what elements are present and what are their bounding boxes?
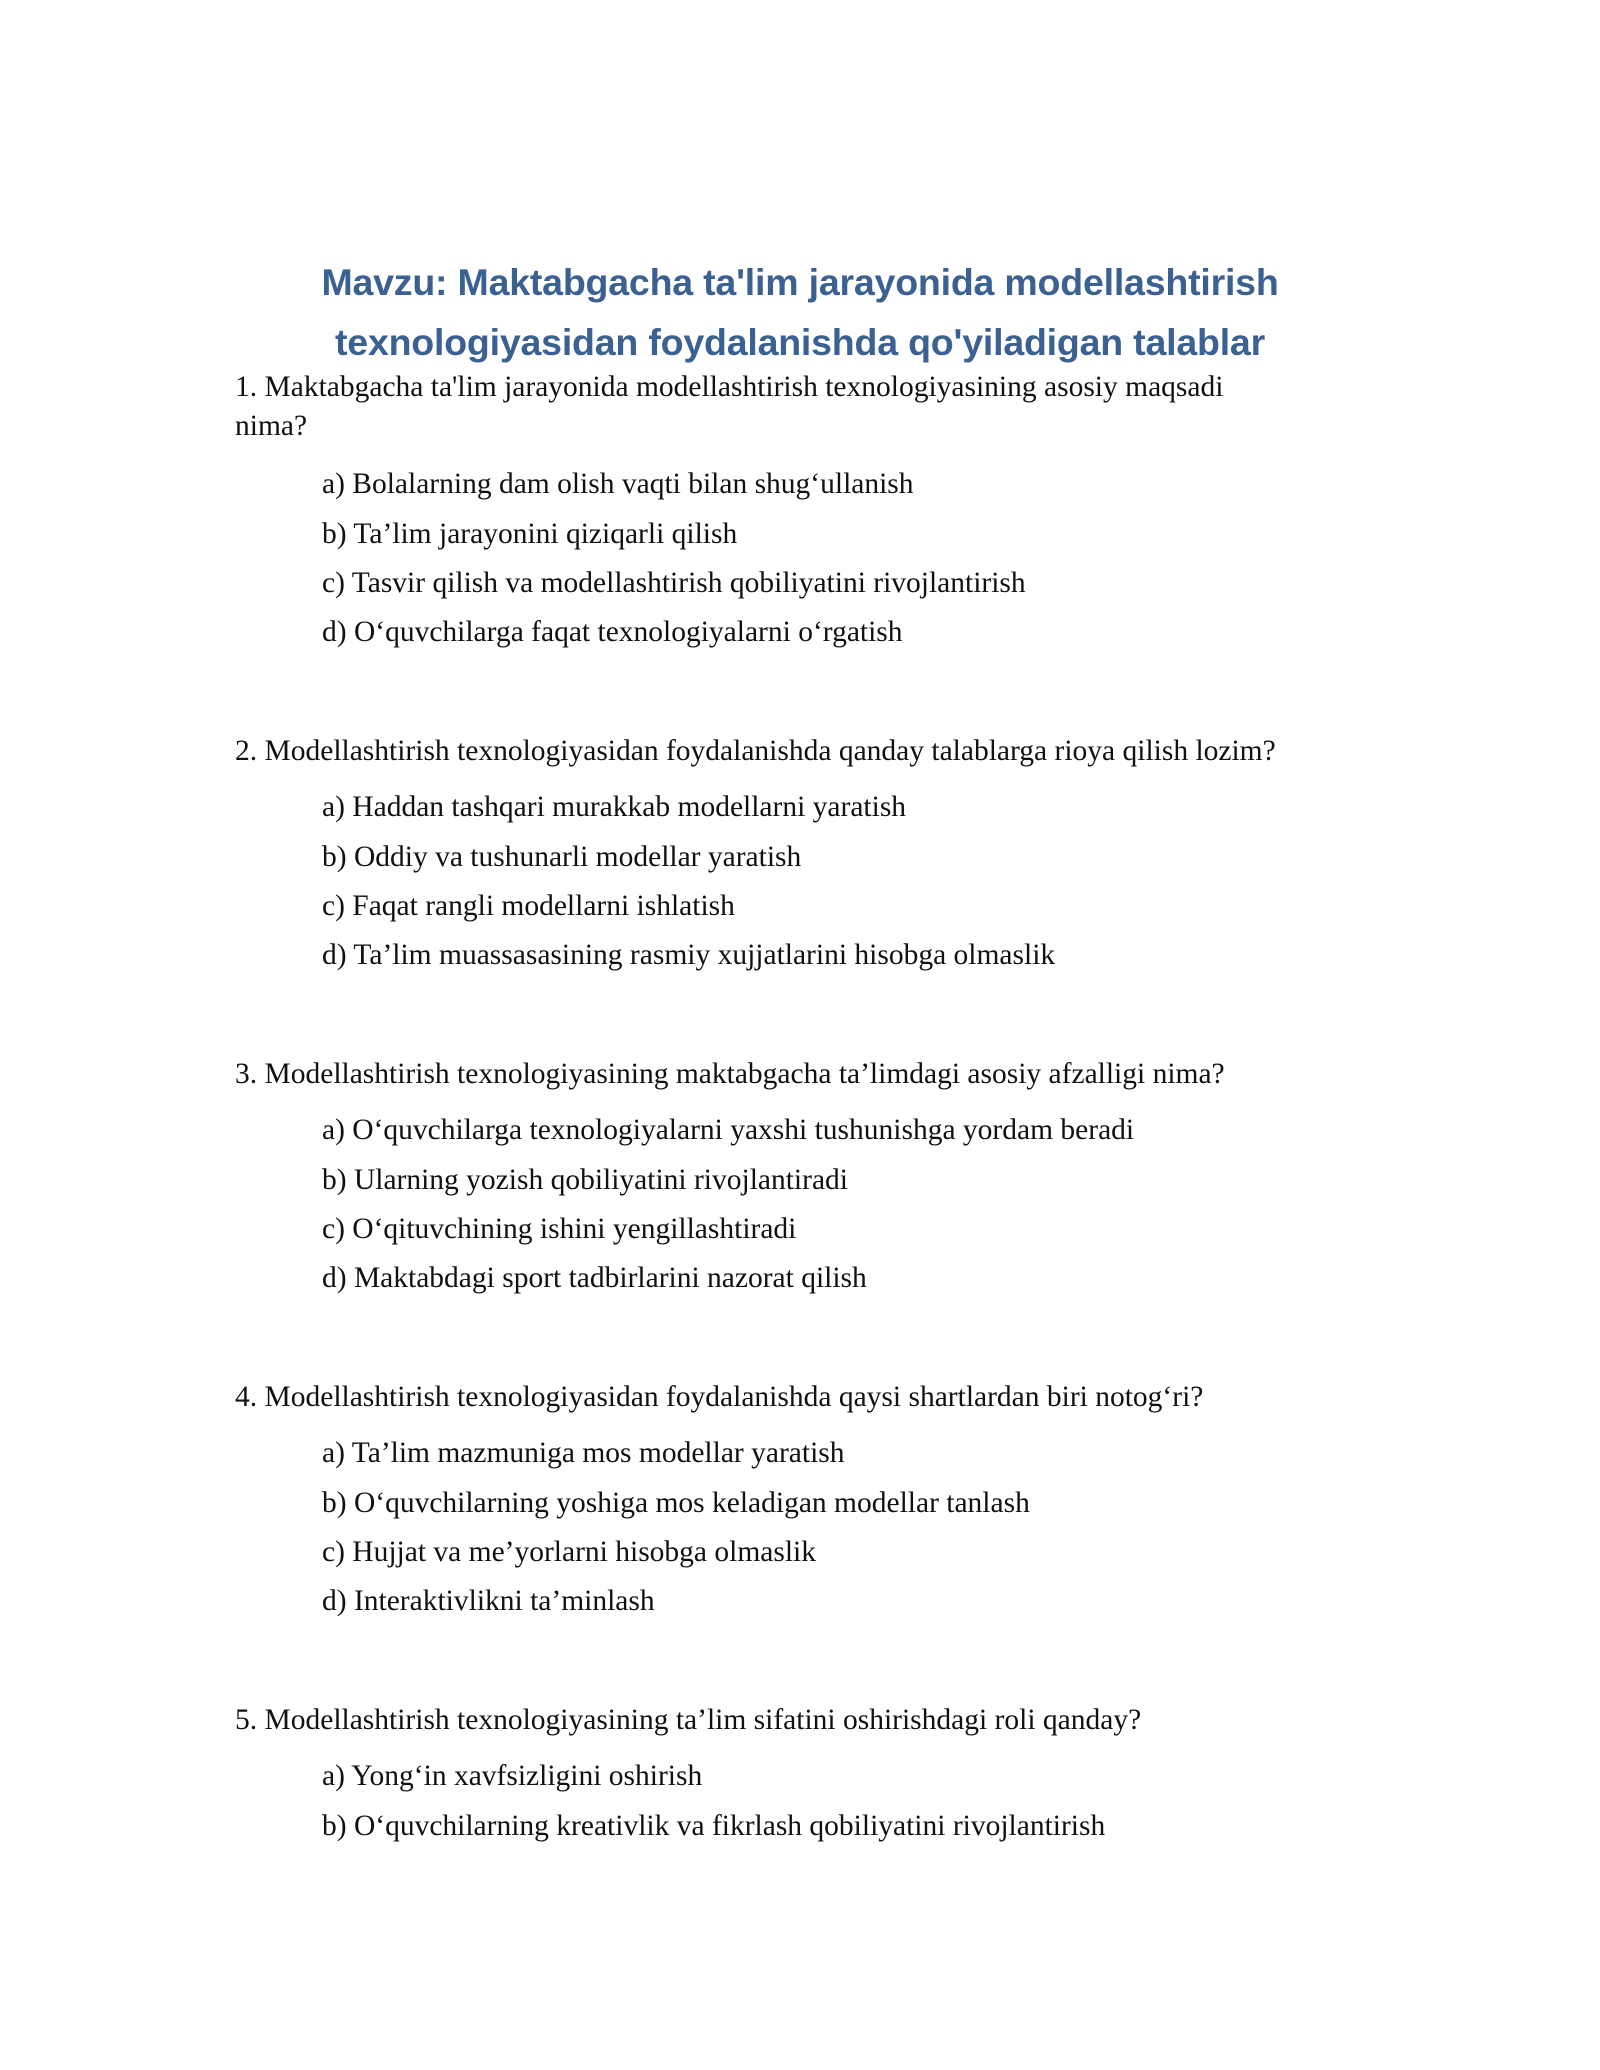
question-3-option-b: b) Ularning yozish qobiliyatini rivojlantiradi: [322, 1164, 848, 1196]
question-2-option-a: a) Haddan tashqari murakkab modellarni yaratish: [322, 791, 907, 823]
question-4-option-b: b) O‘quvchilarning yoshiga mos keladigan modellar tanlash: [322, 1487, 1030, 1519]
question-5-option-a: a) Yong‘in xavfsizligini oshirish: [322, 1760, 703, 1792]
question-3-option-c: c) O‘qituvchining ishini yengillashtiradi: [322, 1213, 797, 1245]
question-5-option-b: b) O‘quvchilarning kreativlik va fikrlash qobiliyatini rivojlantirish: [322, 1810, 1106, 1842]
question-1-option-a: a) Bolalarning dam olish vaqti bilan shug‘ullanish: [322, 468, 914, 500]
question-4-option-d: d) Interaktivlikni ta’minlash: [322, 1585, 655, 1617]
question-1-option-c: c) Tasvir qilish va modellashtirish qobiliyatini rivojlantirish: [322, 567, 1026, 599]
title-line-1: Mavzu: Maktabgacha ta'lim jarayonida modellashtirish: [321, 261, 1279, 303]
question-3: [235, 1055, 1365, 1094]
question-2-option-b: b) Oddiy va tushunarli modellar yaratish: [322, 841, 802, 873]
question-4-option-a: a) Ta’lim mazmuniga mos modellar yaratish: [322, 1437, 845, 1469]
question-2: [235, 732, 1365, 771]
question-1-line-1: 1. Maktabgacha ta'lim jarayonida modellashtirish texnologiyasining asosiy maqsadi: [235, 371, 1224, 403]
page-title: [235, 252, 1365, 372]
question-2-option-c: c) Faqat rangli modellarni ishlatish: [322, 890, 735, 922]
question-5: [235, 1701, 1365, 1740]
question-4-option-c: c) Hujjat va me’yorlarni hisobga olmaslik: [322, 1536, 816, 1568]
question-4: [235, 1378, 1365, 1417]
title-line-2: texnologiyasidan foydalanishda qo'yiladigan talablar: [335, 321, 1265, 363]
question-1: [235, 368, 1365, 446]
question-1-option-b: b) Ta’lim jarayonini qiziqarli qilish: [322, 518, 738, 550]
question-1-line-2: nima?: [235, 410, 308, 442]
question-2-option-d: d) Ta’lim muassasasining rasmiy xujjatlarini hisobga olmaslik: [322, 939, 1056, 971]
question-3-option-d: d) Maktabdagi sport tadbirlarini nazorat qilish: [322, 1262, 867, 1294]
question-4-line-1: 4. Modellashtirish texnologiyasidan foydalanishda qaysi shartlardan biri notog‘ri?: [235, 1381, 1204, 1413]
question-1-option-d: d) O‘quvchilarga faqat texnologiyalarni o‘rgatish: [322, 616, 903, 648]
question-2-line-1: 2. Modellashtirish texnologiyasidan foydalanishda qanday talablarga rioya qilish lozim?: [235, 735, 1276, 767]
question-5-line-1: 5. Modellashtirish texnologiyasining ta’lim sifatini oshirishdagi roli qanday?: [235, 1704, 1142, 1736]
question-3-option-a: a) O‘quvchilarga texnologiyalarni yaxshi tushunishga yordam beradi: [322, 1114, 1135, 1146]
question-3-line-1: 3. Modellashtirish texnologiyasining maktabgacha ta’limdagi asosiy afzalligi nima?: [235, 1058, 1225, 1090]
